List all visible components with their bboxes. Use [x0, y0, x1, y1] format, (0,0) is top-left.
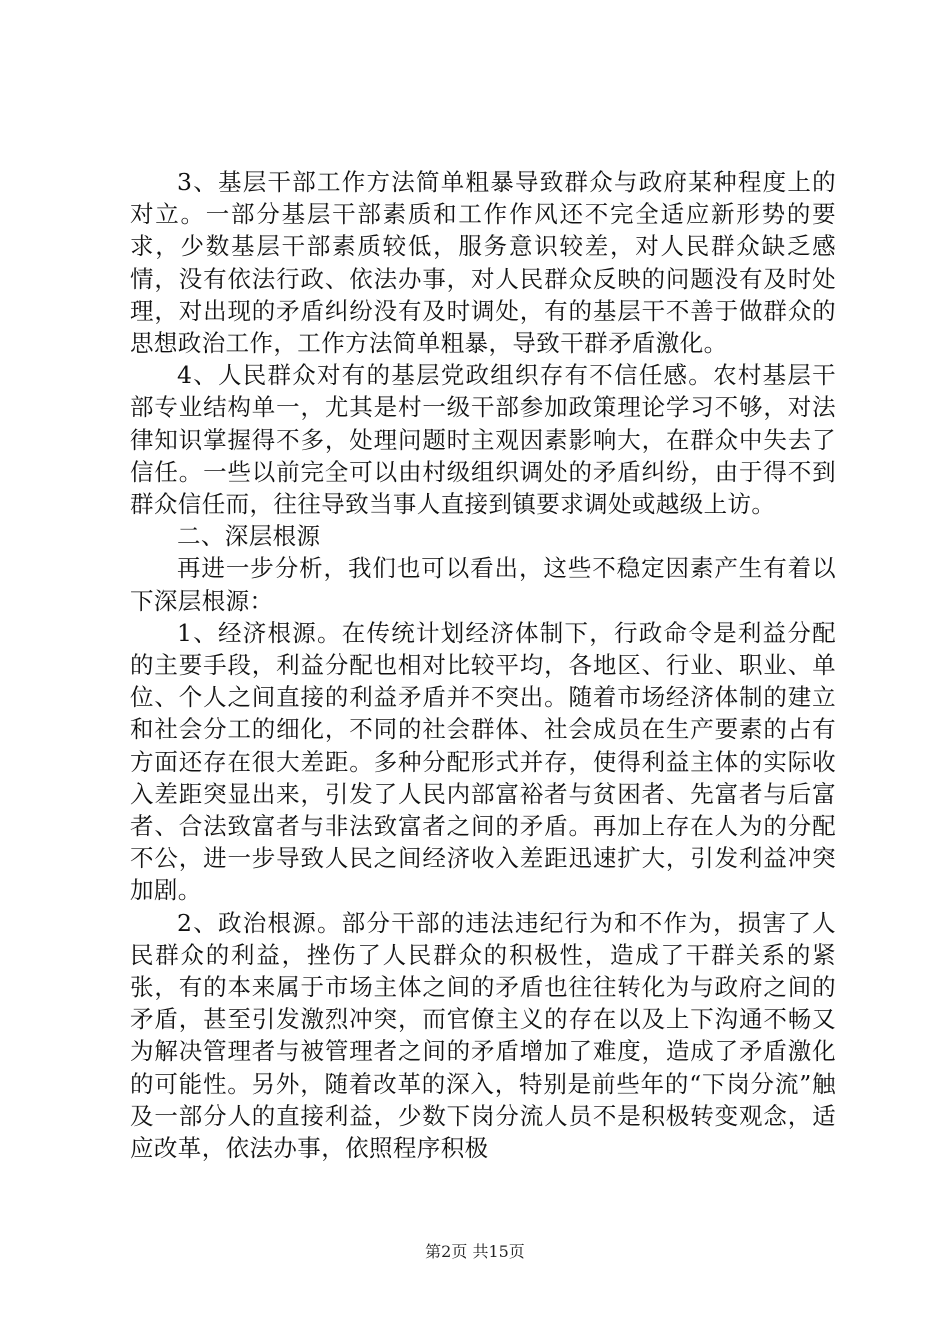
section-heading-deep-roots: 二、深层根源 — [177, 522, 321, 551]
page-number-footer: 第2页 共15页 — [425, 1242, 525, 1261]
paragraph-distrust: 4、人民群众对有的基层党政组织存有不信任感。农村基层干部专业结构单一，尤其是村一级干部参加政策理论学习不够，对法律知识掌握得不多，处理问题时主观因素影响大，在群众中失去了信任。一些以前完全可以由村级组织调处的矛盾纠纷，由于得不到群众信任而，往往导致当事人直接到镇要求调处或越级上访。 — [130, 361, 836, 519]
paragraph-economic-roots: 1、经济根源。在传统计划经济体制下，行政命令是利益分配的主要手段，利益分配也相对比较平均，各地区、行业、职业、单位、个人之间直接的利益矛盾并不突出。随着市场经济体制的建立和社会分工的细化，不同的社会群体、社会成员在生产要素的占有方面还存在很大差距。多种分配形式并存，使得利益主体的实际收入差距突显出来，引发了人民内部富裕者与贫困者、先富者与后富者、合法致富者与非法致富者之间的矛盾。再加上存在人为的分配不公，进一步导致人民之间经济收入差距迅速扩大，引发利益冲突加剧。 — [130, 618, 836, 905]
paragraph-grassroots-cadres: 3、基层干部工作方法简单粗暴导致群众与政府某种程度上的对立。一部分基层干部素质和工作作风还不完全适应新形势的要求，少数基层干部素质较低，服务意识较差，对人民群众缺乏感情，没有依法行政、依法办事，对人民群众反映的问题没有及时处理，对出现的矛盾纠纷没有及时调处，有的基层干不善于做群众的思想政治工作，工作方法简单粗暴，导致干群矛盾激化。 — [130, 168, 836, 358]
paragraph-political-roots: 2、政治根源。部分干部的违法违纪行为和不作为，损害了人民群众的利益，挫伤了人民群众的积极性，造成了干群关系的紧张，有的本来属于市场主体之间的矛盾也往往转化为与政府之间的矛盾，甚至引发激烈冲突，而官僚主义的存在以及上下沟通不畅又为解决管理者与被管理者之间的矛盾增加了难度，造成了矛盾激化的可能性。另外，随着改革的深入，特别是前些年的“下岗分流”触及一部分人的直接利益，少数下岗分流人员不是积极转变观念，适应改革，依法办事，依照程序积极 — [130, 908, 836, 1163]
paragraph-further-analysis: 再进一步分析，我们也可以看出，这些不稳定因素产生有着以下深层根源： — [130, 554, 836, 615]
document-body — [130, 166, 836, 1164]
